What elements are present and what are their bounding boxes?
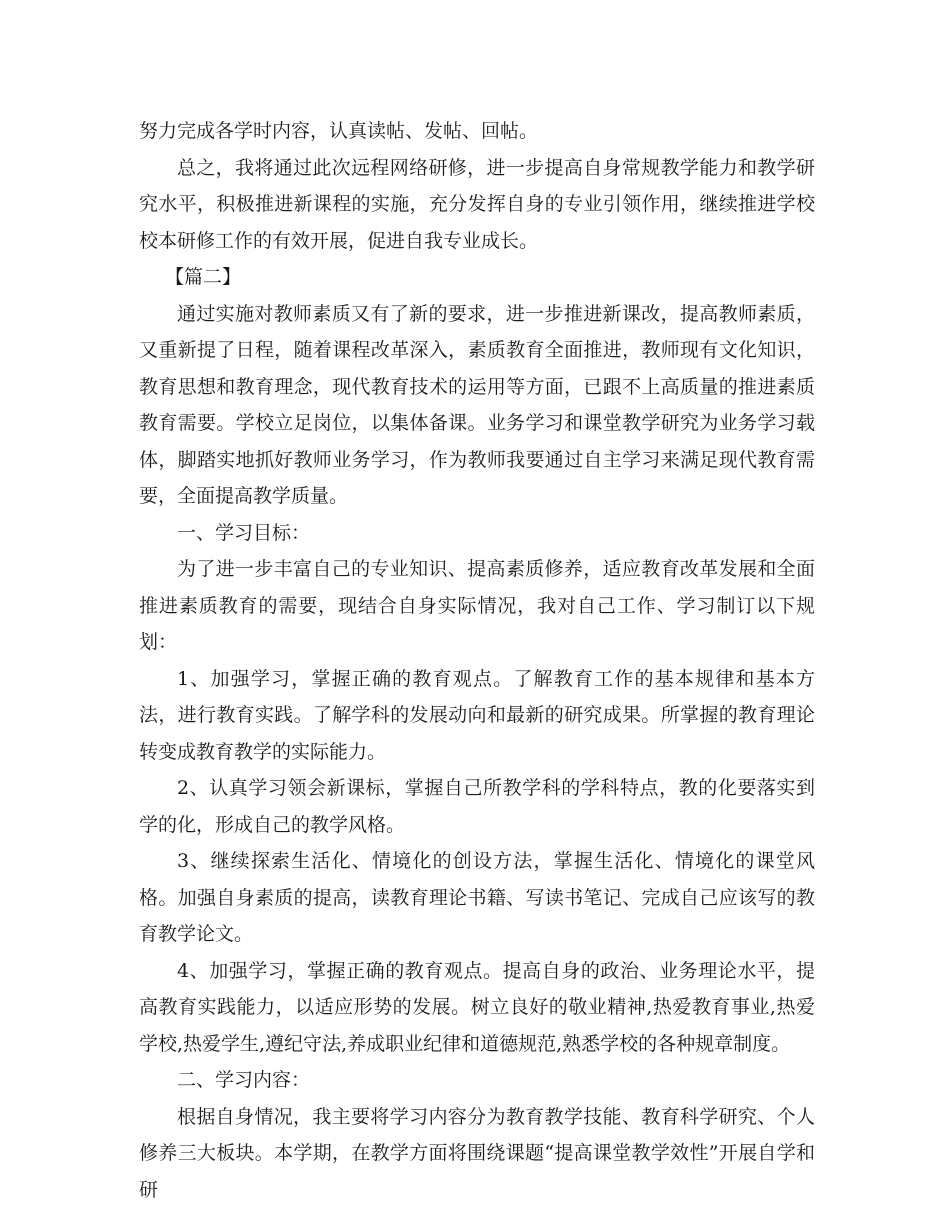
list-item-goal-1: 1、加强学习，掌握正确的教育观点。了解教育工作的基本规律和基本方法，进行教育实践。了解学科的发展动向和最新的研究成果。所掌握的教育理论转变成教育教学的实际能力。 [139,667,815,763]
paragraph-content: 根据自身情况，我主要将学习内容分为教育教学技能、教育科学研究、个人修养三大板块。本学期，在教学方面将围绕课题“提高课堂教学效性”开展自学和研 [139,1105,815,1201]
list-item-goal-3: 3、继续探索生活化、情境化的创设方法，掌握生活化、情境化的课堂风格。加强自身素质的提高，读教育理论书籍、写读书笔记、完成自己应该写的教育教学论文。 [139,850,815,945]
list-item-goal-2: 2、认真学习领会新课标，掌握自己所教学科的学科特点，教的化要落实到学的化，形成自己的教学风格。 [139,777,815,836]
paragraph-continuation: 努力完成各学时内容，认真读帖、发帖、回帖。 [139,120,539,142]
section-heading-part-two: 【篇二】 [165,266,242,288]
paragraph-intro: 通过实施对教师素质又有了新的要求，进一步推进新课改，提高教师素质，又重新提了日程，随着课程改革深入，素质教育全面推进，教师现有文化知识，教育思想和教育理念，现代教育技术的运用等方面，已跟不上高质量的推进素质教育需要。学校立足岗位，以集体备课。业务学习和课堂教学研究为业务学习载体，脚踏实地抓好教师业务学习，作为教师我要通过自主学习来满足现代教育需要，全面提高教学质量。 [139,302,815,507]
section-heading-goals: 一、学习目标： [177,521,311,544]
paragraph-goals-intro: 为了进一步丰富自己的专业知识、提高素质修养，适应教育改革发展和全面推进素质教育的需要，现结合自身实际情况，我对自己工作、学习制订以下规划： [139,558,815,653]
document-body [139,113,815,1208]
paragraph-summary: 总之，我将通过此次远程网络研修，进一步提高自身常规教学能力和教学研究水平，积极推进新课程的实施，充分发挥自身的专业引领作用，继续推进学校校本研修工作的有效开展，促进自我专业成长。 [139,156,815,252]
section-heading-content: 二、学习内容： [177,1069,311,1091]
list-item-goal-4: 4、加强学习，掌握正确的教育观点。提高自身的政治、业务理论水平，提高教育实践能力，以适应形势的发展。树立良好的敬业精神,热爱教育事业,热爱学校,热爱学生,遵纪守法,养成职业纪律和道德规范,熟悉学校的各种规章制度。 [139,959,815,1055]
